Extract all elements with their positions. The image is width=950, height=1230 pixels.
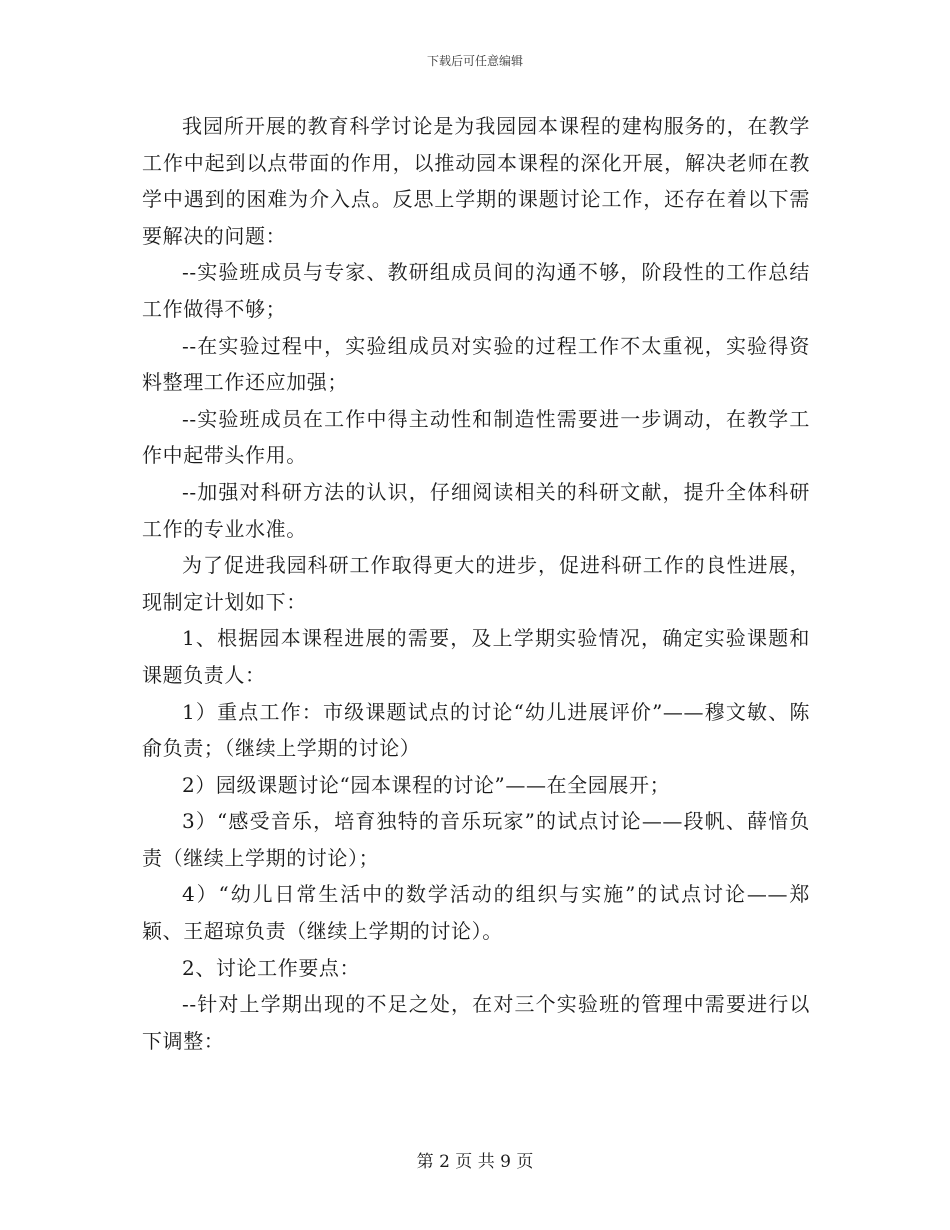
paragraph: --加强对科研方法的认识，仔细阅读相关的科研文献，提升全体科研工作的专业水准。 bbox=[142, 479, 810, 541]
paragraph: --实验班成员在工作中得主动性和制造性需要进一步调动，在教学工作中起带头作用。 bbox=[142, 406, 810, 468]
paragraph: 为了促进我园科研工作取得更大的进步，促进科研工作的良性进展，现制定计划如下： bbox=[142, 553, 810, 614]
paragraph: 4）“幼儿日常生活中的数学活动的组织与实施”的试点讨论——郑颖、王超琼负责（继续上学期的讨论）。 bbox=[142, 882, 810, 944]
page-number-footer: 第 2 页 共 9 页 bbox=[416, 1152, 534, 1172]
paragraph: 1）重点工作：市级课题试点的讨论“幼儿进展评价”——穆文敏、陈俞负责；（继续上学期的讨论） bbox=[142, 699, 810, 761]
page-header: 下载后可任意编辑 bbox=[426, 54, 523, 68]
paragraph: --在实验过程中，实验组成员对实验的过程工作不太重视，实验得资料整理工作还应加强； bbox=[142, 333, 810, 395]
paragraph: --实验班成员与专家、教研组成员间的沟通不够，阶段性的工作总结工作做得不够； bbox=[142, 260, 810, 321]
document-body bbox=[142, 108, 810, 1059]
paragraph: 1、根据园本课程进展的需要，及上学期实验情况，确定实验课题和课题负责人： bbox=[142, 626, 810, 687]
paragraph: 我园所开展的教育科学讨论是为我园园本课程的建构服务的，在教学工作中起到以点带面的作用，以推动园本课程的深化开展，解决老师在教学中遇到的困难为介入点。反思上学期的课题讨论工作，还存在着以下需要解决的问题： bbox=[142, 114, 810, 248]
paragraph: 3）“感受音乐，培育独特的音乐玩家”的试点讨论——段帆、薛愔负责（继续上学期的讨论）； bbox=[142, 809, 810, 870]
paragraph: 2）园级课题讨论“园本课程的讨论”——在全园展开； bbox=[182, 772, 671, 797]
paragraph: 2、讨论工作要点： bbox=[182, 955, 361, 980]
paragraph: --针对上学期出现的不足之处，在对三个实验班的管理中需要进行以下调整： bbox=[142, 992, 810, 1053]
